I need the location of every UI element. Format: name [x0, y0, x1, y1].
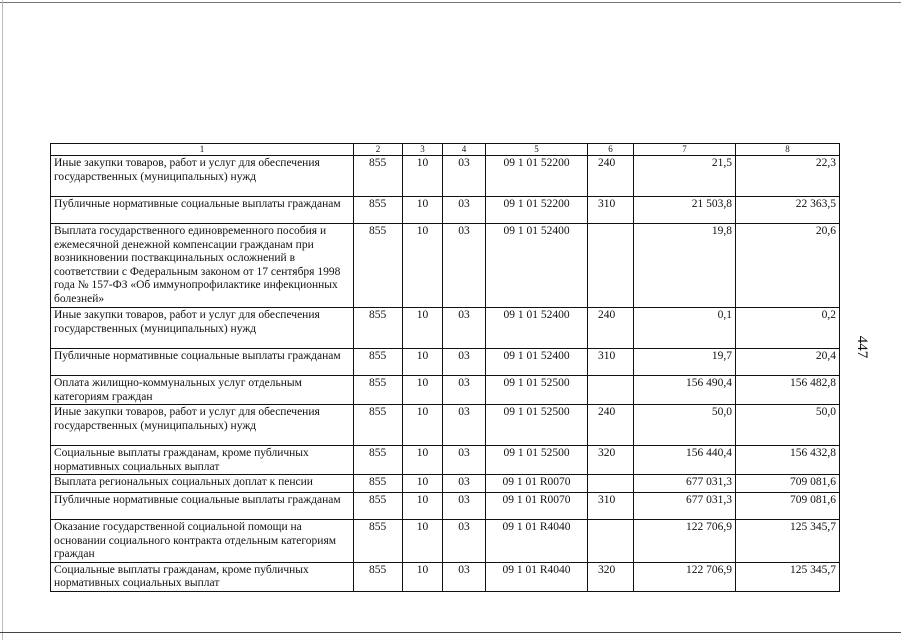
code-subsection: 03 [443, 156, 486, 197]
code-ministry: 855 [354, 156, 403, 197]
code-ministry: 855 [354, 446, 403, 475]
table-row [51, 224, 840, 308]
code-expense-type [588, 376, 634, 405]
code-subsection: 03 [443, 493, 486, 520]
column-header: 7 [634, 144, 736, 156]
table-row [51, 562, 840, 591]
code-subsection: 03 [443, 197, 486, 224]
code-target-article: 09 1 01 R4040 [486, 520, 588, 563]
code-ministry: 855 [354, 475, 403, 493]
code-expense-type: 310 [588, 493, 634, 520]
scan-left-edge [2, 0, 3, 640]
code-target-article: 09 1 01 52400 [486, 308, 588, 349]
code-target-article: 09 1 01 52200 [486, 156, 588, 197]
amount-year-2: 156 432,8 [736, 446, 840, 475]
code-section: 10 [403, 308, 443, 349]
code-section: 10 [403, 475, 443, 493]
code-target-article: 09 1 01 R0070 [486, 493, 588, 520]
amount-year-2: 22 363,5 [736, 197, 840, 224]
code-subsection: 03 [443, 224, 486, 308]
column-header: 5 [486, 144, 588, 156]
code-target-article: 09 1 01 52500 [486, 376, 588, 405]
row-description: Публичные нормативные социальные выплаты гражданам [51, 197, 354, 224]
table-row [51, 308, 840, 349]
row-description: Социальные выплаты гражданам, кроме публичных нормативных социальных выплат [51, 562, 354, 591]
column-header: 3 [403, 144, 443, 156]
code-target-article: 09 1 01 52500 [486, 446, 588, 475]
code-ministry: 855 [354, 493, 403, 520]
code-section: 10 [403, 376, 443, 405]
header-row [51, 144, 840, 156]
code-subsection: 03 [443, 376, 486, 405]
row-description: Публичные нормативные социальные выплаты гражданам [51, 349, 354, 376]
row-description: Публичные нормативные социальные выплаты гражданам [51, 493, 354, 520]
row-description: Иные закупки товаров, работ и услуг для обеспечения государственных (муниципальных) нужд [51, 308, 354, 349]
code-section: 10 [403, 493, 443, 520]
code-subsection: 03 [443, 349, 486, 376]
table-row [51, 520, 840, 563]
amount-year-2: 125 345,7 [736, 520, 840, 563]
column-header: 8 [736, 144, 840, 156]
code-subsection: 03 [443, 562, 486, 591]
code-target-article: 09 1 01 R0070 [486, 475, 588, 493]
amount-year-2: 20,4 [736, 349, 840, 376]
table-row [51, 349, 840, 376]
code-section: 10 [403, 405, 443, 446]
amount-year-2: 125 345,7 [736, 562, 840, 591]
table-row [51, 405, 840, 446]
code-target-article: 09 1 01 52400 [486, 349, 588, 376]
page-number: 447 [854, 335, 870, 359]
scan-top-edge [0, 2, 901, 3]
code-section: 10 [403, 156, 443, 197]
code-section: 10 [403, 562, 443, 591]
row-description: Оплата жилищно-коммунальных услуг отдельным категориям граждан [51, 376, 354, 405]
code-section: 10 [403, 446, 443, 475]
code-ministry: 855 [354, 520, 403, 563]
amount-year-1: 156 440,4 [634, 446, 736, 475]
code-expense-type: 320 [588, 446, 634, 475]
row-description: Выплата государственного единовременного пособия и ежемесячной денежной компенсации гражданам при возникновении поствакцинальных осложнений в соответствии с Федеральным законом от 17 сентября 1998 года № 157-ФЗ «Об иммунопрофилактике инфекционных болезней» [51, 224, 354, 308]
code-subsection: 03 [443, 308, 486, 349]
row-description: Иные закупки товаров, работ и услуг для обеспечения государственных (муниципальных) нужд [51, 156, 354, 197]
amount-year-1: 0,1 [634, 308, 736, 349]
amount-year-2: 156 482,8 [736, 376, 840, 405]
code-ministry: 855 [354, 405, 403, 446]
amount-year-1: 677 031,3 [634, 493, 736, 520]
column-header: 1 [51, 144, 354, 156]
code-expense-type [588, 520, 634, 563]
amount-year-2: 50,0 [736, 405, 840, 446]
code-ministry: 855 [354, 562, 403, 591]
code-expense-type: 310 [588, 197, 634, 224]
scan-bottom-edge [0, 632, 901, 633]
code-ministry: 855 [354, 349, 403, 376]
code-section: 10 [403, 520, 443, 563]
code-expense-type: 320 [588, 562, 634, 591]
amount-year-1: 19,8 [634, 224, 736, 308]
amount-year-2: 20,6 [736, 224, 840, 308]
code-ministry: 855 [354, 308, 403, 349]
code-subsection: 03 [443, 446, 486, 475]
code-subsection: 03 [443, 475, 486, 493]
table-row [51, 493, 840, 520]
amount-year-1: 156 490,4 [634, 376, 736, 405]
amount-year-1: 21,5 [634, 156, 736, 197]
code-expense-type: 310 [588, 349, 634, 376]
table-row [51, 446, 840, 475]
amount-year-2: 709 081,6 [736, 493, 840, 520]
code-ministry: 855 [354, 197, 403, 224]
code-section: 10 [403, 197, 443, 224]
code-target-article: 09 1 01 R4040 [486, 562, 588, 591]
code-subsection: 03 [443, 520, 486, 563]
row-description: Выплата региональных социальных доплат к пенсии [51, 475, 354, 493]
row-description: Оказание государственной социальной помощи на основании социального контракта отдельным категориям граждан [51, 520, 354, 563]
amount-year-2: 709 081,6 [736, 475, 840, 493]
table-row [51, 376, 840, 405]
code-expense-type: 240 [588, 308, 634, 349]
amount-year-1: 677 031,3 [634, 475, 736, 493]
column-header: 4 [443, 144, 486, 156]
code-ministry: 855 [354, 376, 403, 405]
table-row [51, 475, 840, 493]
code-section: 10 [403, 349, 443, 376]
code-section: 10 [403, 224, 443, 308]
code-expense-type: 240 [588, 405, 634, 446]
table-row [51, 197, 840, 224]
code-target-article: 09 1 01 52500 [486, 405, 588, 446]
amount-year-1: 122 706,9 [634, 520, 736, 563]
table-row [51, 156, 840, 197]
column-header: 2 [354, 144, 403, 156]
code-expense-type: 240 [588, 156, 634, 197]
amount-year-1: 21 503,8 [634, 197, 736, 224]
code-target-article: 09 1 01 52400 [486, 224, 588, 308]
row-description: Иные закупки товаров, работ и услуг для обеспечения государственных (муниципальных) нужд [51, 405, 354, 446]
code-subsection: 03 [443, 405, 486, 446]
code-expense-type [588, 224, 634, 308]
code-expense-type [588, 475, 634, 493]
amount-year-2: 0,2 [736, 308, 840, 349]
code-target-article: 09 1 01 52200 [486, 197, 588, 224]
row-description: Социальные выплаты гражданам, кроме публичных нормативных социальных выплат [51, 446, 354, 475]
budget-table [50, 143, 840, 592]
amount-year-2: 22,3 [736, 156, 840, 197]
amount-year-1: 50,0 [634, 405, 736, 446]
column-header: 6 [588, 144, 634, 156]
code-ministry: 855 [354, 224, 403, 308]
amount-year-1: 122 706,9 [634, 562, 736, 591]
amount-year-1: 19,7 [634, 349, 736, 376]
